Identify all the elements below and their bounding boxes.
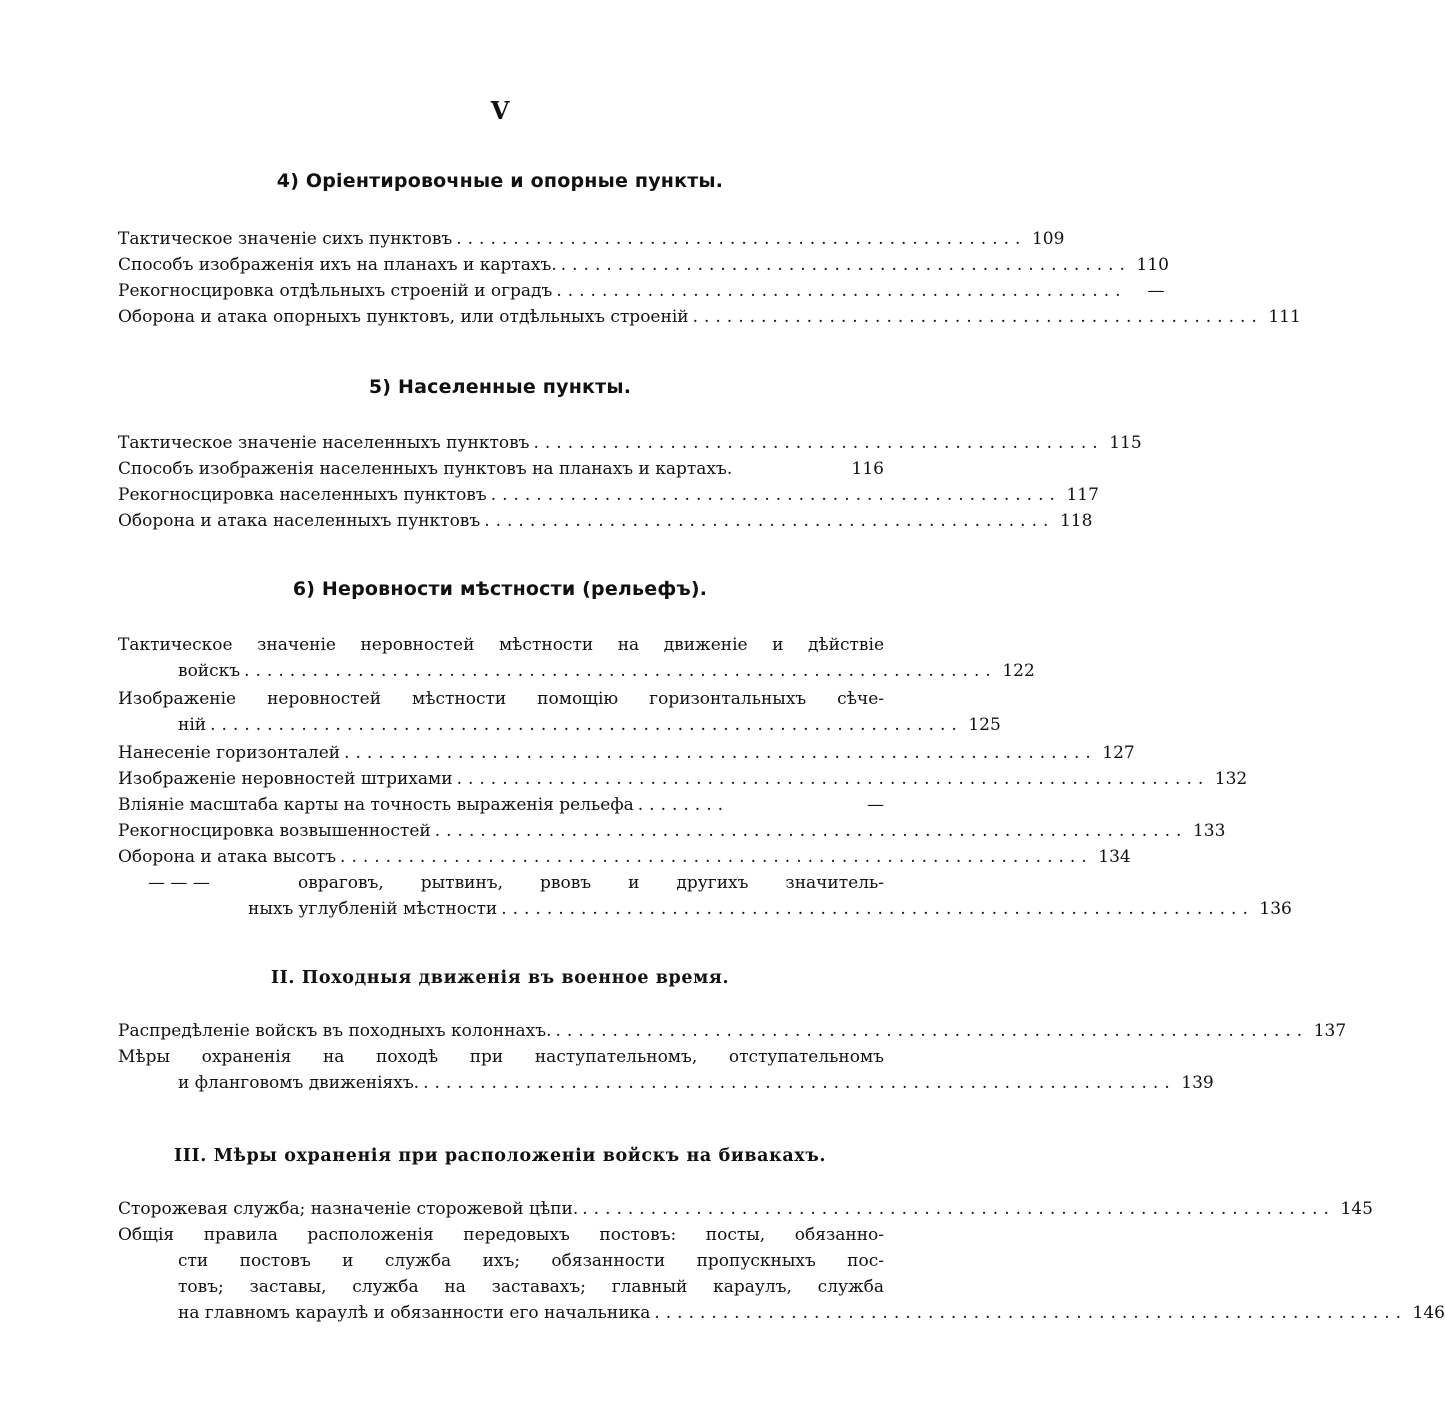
entry-page: 122 (1002, 661, 1035, 681)
toc-entry (118, 1044, 1214, 1096)
section-heading: 5) Населенные пункты. (368, 376, 632, 398)
entry-title: Способъ изображенія ихъ на планахъ и картахъ. (118, 255, 557, 275)
entry-page: 134 (1098, 847, 1131, 867)
entry-title-continued: войскъ (178, 661, 241, 681)
dot-leader: .................................................................. (344, 743, 1097, 763)
dot-leader: .................................................................. (423, 1073, 1176, 1093)
entry-title-continued: ній (178, 715, 207, 735)
entry-title-continued: товъ; заставы, служба на заставахъ; главный караулъ, служба (178, 1277, 884, 1297)
entry-title: Рекогносцировка населенныхъ пунктовъ (118, 485, 487, 505)
dot-leader: .................................................................. (210, 715, 963, 735)
dot-leader: .................................................. (456, 229, 1027, 249)
entry-title-continued: на главномъ караулѣ и обязанности его начальника (178, 1303, 651, 1323)
section-heading: II. Походныя движенія въ военное время. (270, 968, 730, 988)
toc-entry (118, 1018, 1347, 1044)
toc-entry (118, 844, 1131, 870)
section-heading: III. Мѣры охраненія при расположеніи войскъ на бивакахъ. (173, 1146, 827, 1166)
entry-title: Тактическое значеніе населенныхъ пунктовъ (118, 433, 530, 453)
dot-leader: .................................................................. (582, 1199, 1335, 1219)
entry-page: — (867, 795, 884, 815)
toc-entry (118, 226, 1065, 252)
toc-entry (118, 508, 1093, 534)
entry-title-continued: ныхъ углубленій мѣстности (248, 899, 498, 919)
dot-leader: .................................................. (560, 255, 1131, 275)
entry-title: Рекогносцировка возвышенностей (118, 821, 431, 841)
toc-entry (118, 632, 1035, 684)
entry-title: Тактическое значеніе сихъ пунктовъ (118, 229, 453, 249)
entry-title: овраговъ, рытвинъ, рвовъ и другихъ значитель- (298, 873, 884, 893)
dot-leader: ........ (637, 795, 730, 815)
dot-leader: .................................................. (490, 485, 1061, 505)
entry-title: Изображеніе неровностей мѣстности помощію горизонтальныхъ сѣче- (118, 689, 884, 709)
dot-leader: .................................................. (484, 511, 1055, 531)
dot-leader: .................................................................. (654, 1303, 1407, 1323)
dot-leader: .................................................. (692, 307, 1263, 327)
entry-title: Оборона и атака высотъ (118, 847, 337, 867)
entry-title: Тактическое значеніе неровностей мѣстности на движеніе и дѣйствіе (118, 635, 884, 655)
entry-title: Распредѣленіе войскъ въ походныхъ колоннахъ. (118, 1021, 552, 1041)
entry-title: Общія правила расположенія передовыхъ постовъ: посты, обязанно- (118, 1225, 884, 1245)
entry-title: Способъ изображенія населенныхъ пунктовъ на планахъ и картахъ. (118, 459, 733, 479)
dot-leader: .................................................. (556, 281, 1127, 301)
page-number: V (490, 96, 510, 125)
dot-leader: .................................................................. (555, 1021, 1309, 1041)
dot-leader: .................................................................. (501, 899, 1254, 919)
toc-entry (118, 792, 884, 818)
entry-title: Мѣры охраненія на походѣ при наступательномъ, отступательномъ (118, 1047, 884, 1067)
section-heading: 6) Неровности мѣстности (рельефъ). (292, 578, 708, 600)
entry-page: 115 (1109, 433, 1142, 453)
dot-leader: .................................................................. (244, 661, 997, 681)
entry-title: Оборона и атака населенныхъ пунктовъ (118, 511, 481, 531)
toc-entry (118, 766, 1248, 792)
entry-page: 117 (1066, 485, 1099, 505)
entry-title: Рекогносцировка отдѣльныхъ строеній и оградъ (118, 281, 553, 301)
entry-page: 132 (1214, 769, 1248, 789)
entry-title: Нанесеніе горизонталей (118, 743, 341, 763)
toc-entry (118, 456, 884, 482)
toc-entry (118, 482, 1099, 508)
entry-page: 136 (1259, 899, 1292, 919)
toc-entry (118, 304, 1301, 330)
entry-page: — (1147, 281, 1165, 301)
toc-entry (118, 1196, 1373, 1222)
entry-title-continued: и фланговомъ движеніяхъ. (178, 1073, 420, 1093)
entry-page: 145 (1340, 1199, 1373, 1219)
entry-page: 139 (1181, 1073, 1214, 1093)
toc-entry (118, 252, 1169, 278)
entry-page: 133 (1192, 821, 1226, 841)
entry-title: Вліяніе масштаба карты на точность выраженія рельефа (118, 795, 634, 815)
entry-page: 116 (851, 459, 884, 479)
toc-entry (118, 818, 1226, 844)
entry-page: 110 (1136, 255, 1169, 275)
entry-title: Оборона и атака опорныхъ пунктовъ, или отдѣльныхъ строеній (118, 307, 689, 327)
toc-entry (118, 430, 1142, 456)
toc-entry (118, 278, 1165, 304)
entry-page: 109 (1031, 229, 1065, 249)
dot-leader: .................................................................. (456, 769, 1210, 789)
entry-page: 127 (1102, 743, 1135, 763)
toc-entry (118, 1222, 1445, 1326)
toc-entry (118, 686, 1001, 738)
entry-page: 137 (1313, 1021, 1347, 1041)
dot-leader: .................................................. (533, 433, 1104, 453)
toc-entry (118, 870, 1292, 922)
entry-title-continued: сти постовъ и служба ихъ; обязанности пропускныхъ пос- (178, 1251, 884, 1271)
dot-leader: .................................................................. (340, 847, 1093, 867)
ditto-dashes: — — — (148, 873, 210, 893)
entry-title: Сторожевая служба; назначеніе сторожевой цѣпи. (118, 1199, 579, 1219)
dot-leader: .................................................................. (434, 821, 1188, 841)
entry-page: 111 (1268, 307, 1301, 327)
entry-page: 146 (1412, 1303, 1445, 1323)
section-heading: 4) Оріентировочные и опорные пункты. (276, 170, 724, 192)
toc-entry (118, 740, 1135, 766)
entry-page: 125 (968, 715, 1001, 735)
entry-page: 118 (1059, 511, 1093, 531)
entry-title: Изображеніе неровностей штрихами (118, 769, 453, 789)
